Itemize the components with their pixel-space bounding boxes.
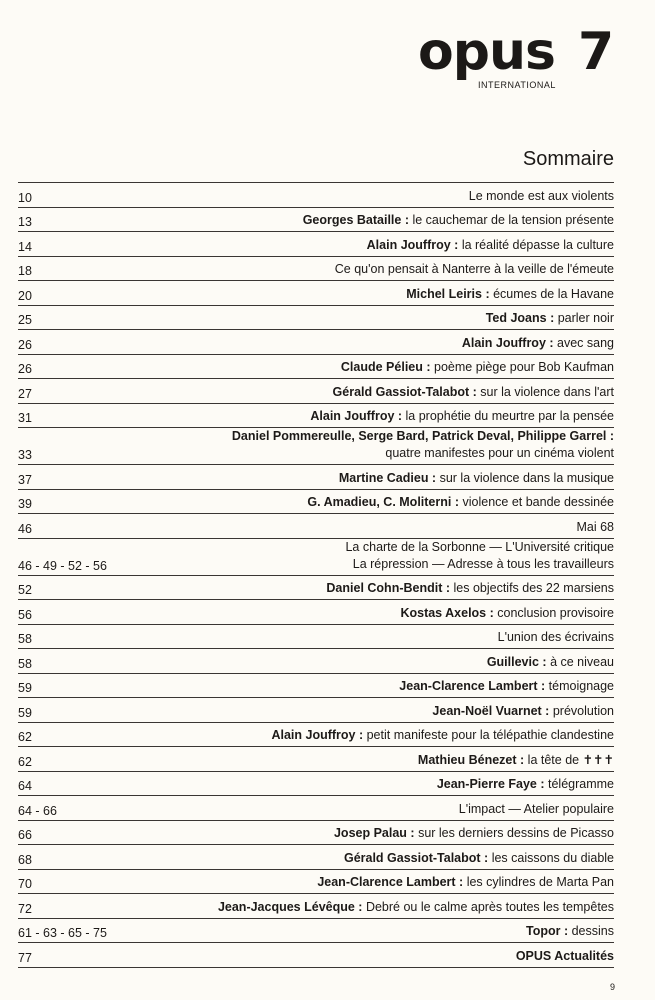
toc-author: Kostas Axelos :: [400, 605, 494, 620]
toc-entry: [516, 948, 614, 965]
toc-author: Martine Cadieu :: [338, 470, 437, 485]
toc-author: Ted Joans :: [485, 311, 555, 325]
toc-page: 77: [18, 950, 32, 965]
toc-author: Jean-Pierre Faye :: [436, 777, 545, 791]
toc-row: [18, 329, 614, 354]
toc-page: 72: [18, 901, 32, 916]
toc-page: 18: [18, 264, 32, 278]
toc-entry: [344, 850, 614, 867]
toc-page: 59: [18, 681, 32, 695]
toc-title: les cylindres de Marta Pan: [466, 875, 614, 889]
toc-title: La charte de la Sorbonne — L'Université critique: [345, 539, 614, 554]
toc-row: [18, 820, 614, 845]
toc-entry: [469, 188, 614, 205]
masthead-logo: opus: [418, 22, 555, 82]
toc-row: [18, 575, 614, 600]
toc-title: les caissons du diable: [491, 850, 614, 865]
toc-title: L'impact — Atelier populaire: [458, 801, 614, 816]
toc-entry: [486, 310, 614, 327]
toc-author: Mathieu Bénezet :: [417, 752, 525, 767]
toc-author: Josep Palau :: [333, 826, 415, 840]
toc-title: témoignage: [548, 679, 614, 693]
toc-row: [18, 869, 614, 894]
toc-row: [18, 513, 614, 538]
toc-row: [18, 795, 614, 820]
toc-row: [18, 771, 614, 796]
toc-page: 58: [18, 656, 32, 671]
toc-entry-line: [462, 335, 614, 352]
toc-entry: [339, 470, 614, 487]
toc-entry-line: [345, 539, 614, 556]
toc-title: à ce niveau: [550, 654, 614, 669]
toc-page: 64: [18, 779, 32, 793]
toc-page: 13: [18, 215, 32, 229]
toc-page: 10: [18, 190, 32, 205]
toc-entry: [498, 629, 614, 646]
toc-page: 33: [18, 448, 32, 462]
toc-page: 66: [18, 828, 32, 842]
toc-entry-line: [232, 428, 614, 445]
toc-entry-line: [326, 580, 614, 597]
toc-row: [18, 722, 614, 747]
toc-author: Alain Jouffroy :: [310, 409, 403, 423]
toc-author: Jean-Clarence Lambert :: [317, 875, 464, 889]
toc-page: 58: [18, 632, 32, 646]
toc-row: [18, 256, 614, 281]
toc-title: parler noir: [557, 311, 614, 325]
toc-entry-line: [576, 519, 614, 536]
toc-entry-line: [333, 384, 614, 401]
toc-entry: [399, 678, 614, 695]
toc-row: [18, 538, 614, 575]
toc-title: Debré ou le calme après toutes les tempêtes: [365, 899, 614, 914]
toc-entry: [333, 384, 614, 401]
toc-entry: [310, 408, 614, 425]
toc-title: poème piège pour Bob Kaufman: [434, 360, 614, 374]
toc-row: [18, 697, 614, 722]
toc-row: [18, 403, 614, 428]
toc-page: 46 - 49 - 52 - 56: [18, 558, 107, 573]
toc-entry-line: [334, 825, 614, 842]
toc-entry: [462, 335, 614, 352]
toc-entry-line: [310, 408, 614, 425]
toc-page: 26: [18, 362, 32, 376]
toc-page: 20: [18, 288, 32, 303]
toc-author: Alain Jouffroy :: [366, 237, 459, 252]
toc-row: [18, 648, 614, 673]
page-number: 9: [609, 982, 615, 992]
toc-entry-line: [218, 899, 614, 916]
toc-author: Gérald Gassiot-Talabot :: [343, 850, 489, 865]
toc-author: G. Amadieu, C. Moliterni :: [307, 495, 459, 509]
toc-page: 31: [18, 411, 32, 425]
toc-page: 68: [18, 852, 32, 867]
toc-title: la tête de ✝✝✝: [527, 752, 614, 767]
toc-author: Gérald Gassiot-Talabot :: [332, 384, 477, 399]
toc-page: 39: [18, 497, 32, 511]
toc-row: [18, 942, 614, 968]
toc-author: Guillevic :: [486, 654, 547, 669]
toc-entry-line: [526, 923, 614, 940]
toc-title: sur les derniers dessins de Picasso: [418, 826, 614, 840]
toc-entry-line: [303, 212, 614, 229]
toc-author: Michel Leiris :: [406, 286, 490, 301]
toc-title: dessins: [571, 924, 614, 938]
toc-entry: [232, 428, 614, 462]
toc-page: 27: [18, 386, 32, 401]
toc-title: sur la violence dans l'art: [480, 384, 614, 399]
toc-page: 56: [18, 607, 32, 622]
toc-entry-line: [367, 237, 614, 254]
masthead: [418, 24, 618, 94]
toc-author: Jean-Clarence Lambert :: [399, 679, 546, 693]
toc-author: Topor :: [526, 924, 569, 938]
toc-title: les objectifs des 22 marsiens: [453, 581, 614, 595]
toc-entry: [576, 519, 614, 536]
toc-row: [18, 624, 614, 649]
toc-row: [18, 464, 614, 489]
toc-row: [18, 489, 614, 514]
toc-page: 46: [18, 521, 32, 536]
toc-row: [18, 918, 614, 943]
toc-entry-line: [437, 776, 614, 793]
toc-row: [18, 354, 614, 379]
toc-author: OPUS Actualités: [515, 948, 614, 963]
toc-page: 70: [18, 877, 32, 891]
toc-title: L'union des écrivains: [497, 630, 614, 644]
toc-entry: [334, 825, 614, 842]
toc-title: prévolution: [552, 703, 614, 718]
toc-title: petit manifeste pour la télépathie clandestine: [366, 728, 614, 742]
toc-row: [18, 305, 614, 330]
toc-row: [18, 599, 614, 624]
toc-entry-line: [339, 470, 614, 487]
toc-entry-line: [399, 678, 614, 695]
toc-author: Claude Pélieu :: [340, 360, 431, 374]
toc-page: 61 - 63 - 65 - 75: [18, 926, 107, 940]
toc-title: conclusion provisoire: [497, 605, 614, 620]
toc-author: Alain Jouffroy :: [461, 335, 554, 350]
toc-page: 37: [18, 472, 32, 487]
toc-title: la prophétie du meurtre par la pensée: [405, 409, 614, 423]
toc-entry: [432, 703, 614, 720]
toc-title-line2: quatre manifestes pour un cinéma violent: [385, 446, 614, 460]
toc-entry: [317, 874, 614, 891]
toc-author: Jean-Jacques Lévêque :: [217, 899, 363, 914]
toc-entry-line: [307, 494, 614, 511]
toc-entry: [307, 494, 614, 511]
toc-entry-line: [498, 629, 614, 646]
toc-row: [18, 207, 614, 232]
toc-author: Alain Jouffroy :: [271, 728, 364, 742]
toc-row: [18, 893, 614, 918]
toc-page: 14: [18, 239, 32, 254]
toc-title: écumes de la Havane: [493, 286, 614, 301]
toc-entry: [459, 801, 614, 818]
toc-entry: [218, 899, 614, 916]
toc-entry-line: [271, 727, 614, 744]
toc-row: [18, 746, 614, 771]
toc-entry-line: [400, 605, 614, 622]
toc-entry: [400, 605, 614, 622]
toc-entry: [406, 286, 614, 303]
toc-row: [18, 231, 614, 256]
toc-row: [18, 673, 614, 698]
toc-entry-line: [317, 874, 614, 891]
toc-author: Daniel Pommereulle, Serge Bard, Patrick Deval, Philippe Garrel :: [231, 429, 614, 443]
toc-page: 25: [18, 313, 32, 327]
toc-entry: [367, 237, 614, 254]
toc-entry-line: [432, 703, 614, 720]
toc-row: [18, 280, 614, 305]
table-of-contents: [18, 182, 614, 968]
toc-title: sur la violence dans la musique: [439, 470, 614, 485]
toc-entry: [487, 654, 614, 671]
toc-entry: [418, 752, 614, 769]
toc-title: Ce qu'on pensait à Nanterre à la veille de l'émeute: [334, 262, 614, 276]
toc-title: le cauchemar de la tension présente: [412, 213, 614, 227]
toc-entry-line: [406, 286, 614, 303]
toc-entry: [326, 580, 614, 597]
toc-page: 59: [18, 705, 32, 720]
toc-entry-line: [341, 359, 614, 376]
toc-title-line2: La répression — Adresse à tous les travailleurs: [352, 556, 614, 571]
toc-entry: [341, 359, 614, 376]
toc-entry-line: [418, 752, 614, 769]
toc-row: [18, 844, 614, 869]
toc-title: télégramme: [548, 777, 614, 791]
masthead-subtitle: INTERNATIONAL: [478, 80, 556, 90]
toc-page: 26: [18, 337, 32, 352]
toc-entry: [335, 261, 614, 278]
toc-entry-line: [516, 948, 614, 965]
toc-author: Daniel Cohn-Bendit :: [326, 581, 451, 595]
toc-entry-line: [486, 310, 614, 327]
toc-entry-line: [344, 850, 614, 867]
toc-page: 64 - 66: [18, 803, 57, 818]
toc-entry-line: [335, 261, 614, 278]
toc-entry: [437, 776, 614, 793]
toc-title: violence et bande dessinée: [462, 495, 614, 509]
toc-title: Le monde est aux violents: [468, 188, 614, 203]
toc-row: [18, 378, 614, 403]
toc-title: Mai 68: [576, 519, 614, 534]
toc-page: 62: [18, 754, 32, 769]
toc-title: la réalité dépasse la culture: [461, 237, 614, 252]
toc-author: Georges Bataille :: [302, 213, 409, 227]
page-title: Sommaire: [522, 148, 614, 170]
toc-page: 52: [18, 583, 32, 597]
toc-page: 62: [18, 730, 32, 744]
issue-number: 7: [578, 22, 615, 82]
toc-author: Jean-Noël Vuarnet :: [432, 703, 550, 718]
toc-entry: [526, 923, 614, 940]
toc-row: [18, 182, 614, 207]
toc-title: avec sang: [557, 335, 614, 350]
toc-entry-line: [487, 654, 614, 671]
toc-row: [18, 427, 614, 464]
toc-entry-line: [469, 188, 614, 205]
toc-entry: [345, 539, 614, 573]
toc-entry: [271, 727, 614, 744]
toc-entry-line: [459, 801, 614, 818]
toc-entry: [303, 212, 614, 229]
